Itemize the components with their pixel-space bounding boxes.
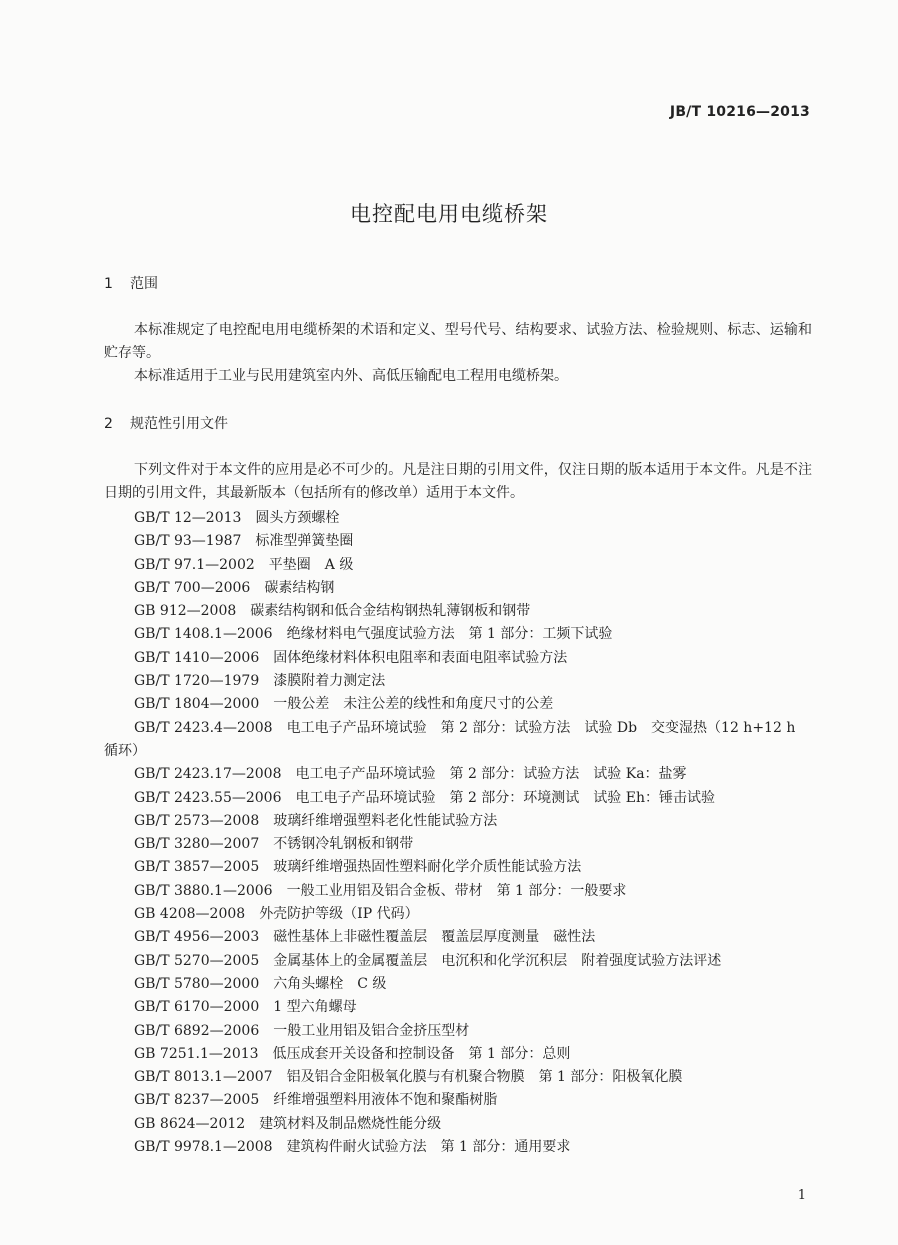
reference-code: GB/T 8237—2005 xyxy=(134,1092,260,1109)
reference-title: 漆膜附着力测定法 xyxy=(273,673,386,690)
reference-title: 低压成套开关设备和控制设备 第 1 部分：总则 xyxy=(272,1045,571,1062)
reference-item xyxy=(104,926,812,949)
reference-item xyxy=(104,577,812,600)
reference-item xyxy=(104,507,812,530)
reference-code: GB/T 5780—2000 xyxy=(134,975,260,992)
reference-code: GB 8624—2012 xyxy=(134,1115,246,1132)
reference-item xyxy=(104,1020,812,1043)
reference-code: GB/T 12—2013 xyxy=(134,510,242,526)
reference-item xyxy=(104,833,812,856)
reference-item xyxy=(104,530,812,553)
section-2-number: 2 xyxy=(104,416,113,432)
reference-code: GB/T 8013.1—2007 xyxy=(134,1069,273,1086)
document-title: 电控配电用电缆桥架 xyxy=(350,202,548,226)
reference-item xyxy=(104,763,812,786)
reference-code: GB/T 1804—2000 xyxy=(134,696,260,713)
reference-title: 建筑材料及制品燃烧性能分级 xyxy=(259,1115,442,1132)
reference-title: 不锈钢冷轧钢板和钢带 xyxy=(273,836,414,853)
reference-item xyxy=(104,996,812,1019)
reference-title: 金属基体上的金属覆盖层 电沉积和化学沉积层 附着强度试验方法评述 xyxy=(273,952,722,969)
reference-code: GB/T 2423.55—2006 xyxy=(134,789,282,806)
standard-number: JB/T 10216—2013 xyxy=(669,104,810,120)
section-2-title: 规范性引用文件 xyxy=(130,416,228,432)
reference-item xyxy=(104,787,812,810)
reference-title: 碳素结构钢和低合金结构钢热轧薄钢板和钢带 xyxy=(250,603,531,620)
reference-code: GB/T 9978.1—2008 xyxy=(134,1139,273,1156)
reference-code: GB/T 3880.1—2006 xyxy=(134,882,273,899)
reference-item xyxy=(104,1113,812,1136)
reference-code: GB/T 2423.17—2008 xyxy=(134,766,282,783)
section-1-heading xyxy=(104,273,158,293)
reference-title: 电工电子产品环境试验 第 2 部分：试验方法 试验 Ka：盐雾 xyxy=(295,766,687,783)
reference-code: GB/T 5270—2005 xyxy=(134,952,260,969)
reference-title: 玻璃纤维增强塑料老化性能试验方法 xyxy=(273,812,498,829)
reference-title: 纤维增强塑料用液体不饱和聚酯树脂 xyxy=(273,1092,498,1109)
reference-item xyxy=(104,880,812,903)
reference-title: 建筑构件耐火试验方法 第 1 部分：通用要求 xyxy=(286,1139,571,1156)
reference-code: GB/T 4956—2003 xyxy=(134,929,260,946)
reference-title: 标准型弹簧垫圈 xyxy=(255,533,354,550)
reference-code: GB/T 6892—2006 xyxy=(134,1022,260,1039)
reference-item xyxy=(104,1066,812,1089)
reference-code: GB/T 1408.1—2006 xyxy=(134,626,273,643)
reference-code: GB/T 97.1—2002 xyxy=(134,556,255,573)
reference-code: GB/T 6170—2000 xyxy=(134,999,260,1016)
scope-paragraph-1: 本标准规定了电控配电用电缆桥架的术语和定义、型号代号、结构要求、试验方法、检验规则、标志、运输和贮存等。 xyxy=(104,322,812,361)
reference-item xyxy=(104,623,812,646)
reference-item xyxy=(104,973,812,996)
reference-item xyxy=(104,950,812,973)
reference-code: GB/T 1410—2006 xyxy=(134,649,260,666)
reference-title: 圆头方颈螺栓 xyxy=(255,510,340,526)
reference-code: GB/T 3857—2005 xyxy=(134,859,260,876)
reference-title: 平垫圈 A 级 xyxy=(268,556,354,573)
reference-code: GB/T 2423.4—2008 xyxy=(134,719,273,736)
reference-code: GB 4208—2008 xyxy=(134,906,246,923)
reference-title: 一般工业用铝及铝合金板、带材 第 1 部分：一般要求 xyxy=(286,882,627,899)
reference-item xyxy=(104,1089,812,1112)
reference-title: 固体绝缘材料体积电阻率和表面电阻率试验方法 xyxy=(273,649,568,666)
reference-title: 玻璃纤维增强热固性塑料耐化学介质性能试验方法 xyxy=(273,859,582,876)
reference-code: GB/T 700—2006 xyxy=(134,579,251,596)
reference-title: 电工电子产品环境试验 第 2 部分：环境测试 试验 Eh：锤击试验 xyxy=(295,789,715,806)
reference-code: GB/T 93—1987 xyxy=(134,533,242,550)
section-2-heading xyxy=(104,413,228,433)
reference-item xyxy=(104,903,812,926)
reference-code: GB/T 1720—1979 xyxy=(134,673,260,690)
page-number: 1 xyxy=(797,1188,806,1203)
reference-item xyxy=(104,810,812,833)
reference-title: 绝缘材料电气强度试验方法 第 1 部分：工频下试验 xyxy=(286,626,613,643)
reference-item xyxy=(104,1136,812,1159)
reference-item xyxy=(104,670,812,693)
reference-item xyxy=(104,600,812,623)
reference-title: 铝及铝合金阳极氧化膜与有机聚合物膜 第 1 部分：阳极氧化膜 xyxy=(286,1069,683,1086)
reference-item xyxy=(104,1043,812,1066)
section-1-title: 范围 xyxy=(130,276,158,292)
reference-title: 电工电子产品环境试验 第 2 部分：试验方法 试验 Db 交变湿热（12 h+12 h 循环） xyxy=(104,719,796,759)
reference-title: 磁性基体上非磁性覆盖层 覆盖层厚度测量 磁性法 xyxy=(273,929,596,946)
reference-title: 六角头螺栓 C 级 xyxy=(273,975,387,992)
references-intro: 下列文件对于本文件的应用是必不可少的。凡是注日期的引用文件，仅注日期的版本适用于本文件。凡是不注日期的引用文件，其最新版本（包括所有的修改单）适用于本文件。 xyxy=(104,462,812,501)
section-1-number: 1 xyxy=(104,276,113,292)
reference-code: GB/T 3280—2007 xyxy=(134,836,260,853)
reference-title: 外壳防护等级（IP 代码） xyxy=(259,906,419,923)
reference-item xyxy=(104,554,812,577)
reference-item xyxy=(104,856,812,879)
reference-code: GB/T 2573—2008 xyxy=(134,812,260,829)
reference-item xyxy=(104,693,812,716)
reference-item xyxy=(104,717,812,764)
reference-title: 1 型六角螺母 xyxy=(273,999,357,1016)
reference-title: 一般工业用铝及铝合金挤压型材 xyxy=(273,1022,470,1039)
scope-paragraph-2: 本标准适用于工业与民用建筑室内外、高低压输配电工程用电缆桥架。 xyxy=(134,368,568,384)
reference-item xyxy=(104,647,812,670)
reference-title: 碳素结构钢 xyxy=(264,579,335,596)
reference-title: 一般公差 未注公差的线性和角度尺寸的公差 xyxy=(273,696,554,713)
reference-code: GB 912—2008 xyxy=(134,603,237,620)
reference-code: GB 7251.1—2013 xyxy=(134,1045,259,1062)
reference-list xyxy=(104,507,812,1159)
